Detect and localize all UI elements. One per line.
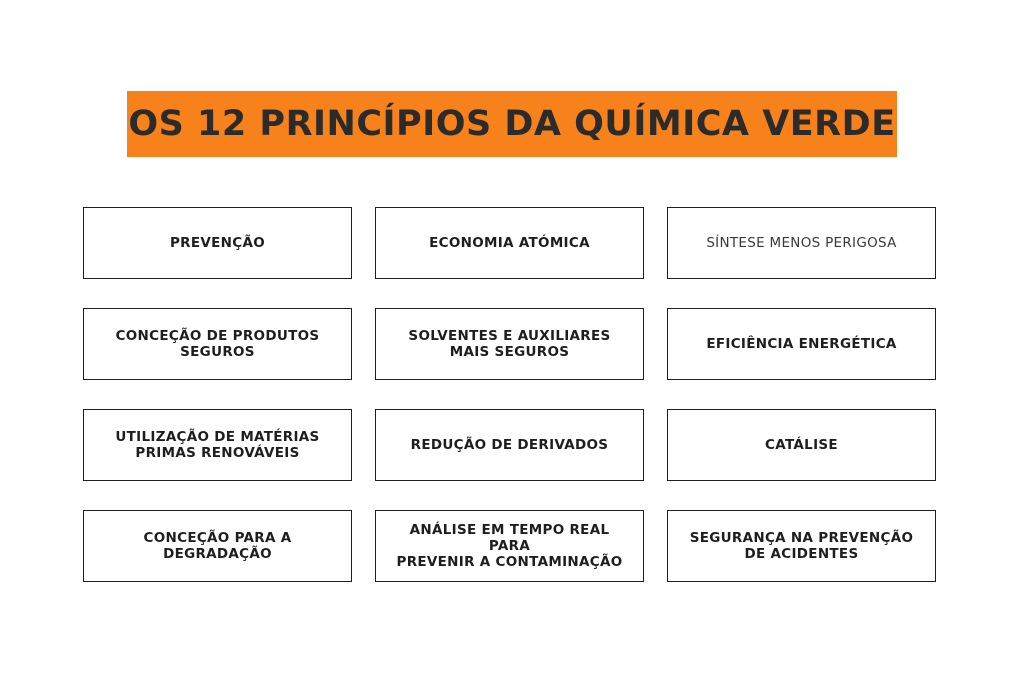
principle-card-concecao-degradacao bbox=[83, 510, 352, 582]
principle-label: SÍNTESE MENOS PERIGOSA bbox=[706, 235, 897, 251]
principle-label: SEGURANÇA NA PREVENÇÃO DE ACIDENTES bbox=[689, 530, 914, 562]
principle-label: REDUÇÃO DE DERIVADOS bbox=[410, 437, 609, 453]
principle-card-catalise bbox=[667, 409, 936, 481]
principle-label: SOLVENTES E AUXILIARES MAIS SEGUROS bbox=[408, 328, 611, 360]
principle-card-analise-tempo-real bbox=[375, 510, 644, 582]
principle-card-seguranca-acidentes bbox=[667, 510, 936, 582]
principle-card-reducao-derivados bbox=[375, 409, 644, 481]
principles-grid bbox=[83, 207, 936, 582]
principle-card-sintese-menos-perigosa bbox=[667, 207, 936, 279]
principle-card-materias-primas-renovaveis bbox=[83, 409, 352, 481]
principle-label: ANÁLISE EM TEMPO REAL PARA PREVENIR A CONTAMINAÇÃO bbox=[396, 522, 623, 570]
principle-label: CATÁLISE bbox=[765, 437, 838, 453]
principle-card-solventes-auxiliares bbox=[375, 308, 644, 380]
principle-card-prevencao bbox=[83, 207, 352, 279]
principle-label: ECONOMIA ATÓMICA bbox=[429, 235, 590, 251]
principle-label: PREVENÇÃO bbox=[169, 235, 265, 251]
principle-card-concecao-produtos-seguros bbox=[83, 308, 352, 380]
principle-label: CONCEÇÃO PARA A DEGRADAÇÃO bbox=[143, 530, 292, 562]
title-banner bbox=[127, 91, 897, 157]
principle-label: EFICIÊNCIA ENERGÉTICA bbox=[706, 336, 897, 352]
principle-label: CONCEÇÃO DE PRODUTOS SEGUROS bbox=[115, 328, 320, 360]
principle-card-eficiencia-energetica bbox=[667, 308, 936, 380]
principle-label: UTILIZAÇÃO DE MATÉRIAS PRIMAS RENOVÁVEIS bbox=[115, 429, 320, 461]
page-title: OS 12 PRINCÍPIOS DA QUÍMICA VERDE bbox=[128, 104, 896, 144]
principle-card-economia-atomica bbox=[375, 207, 644, 279]
